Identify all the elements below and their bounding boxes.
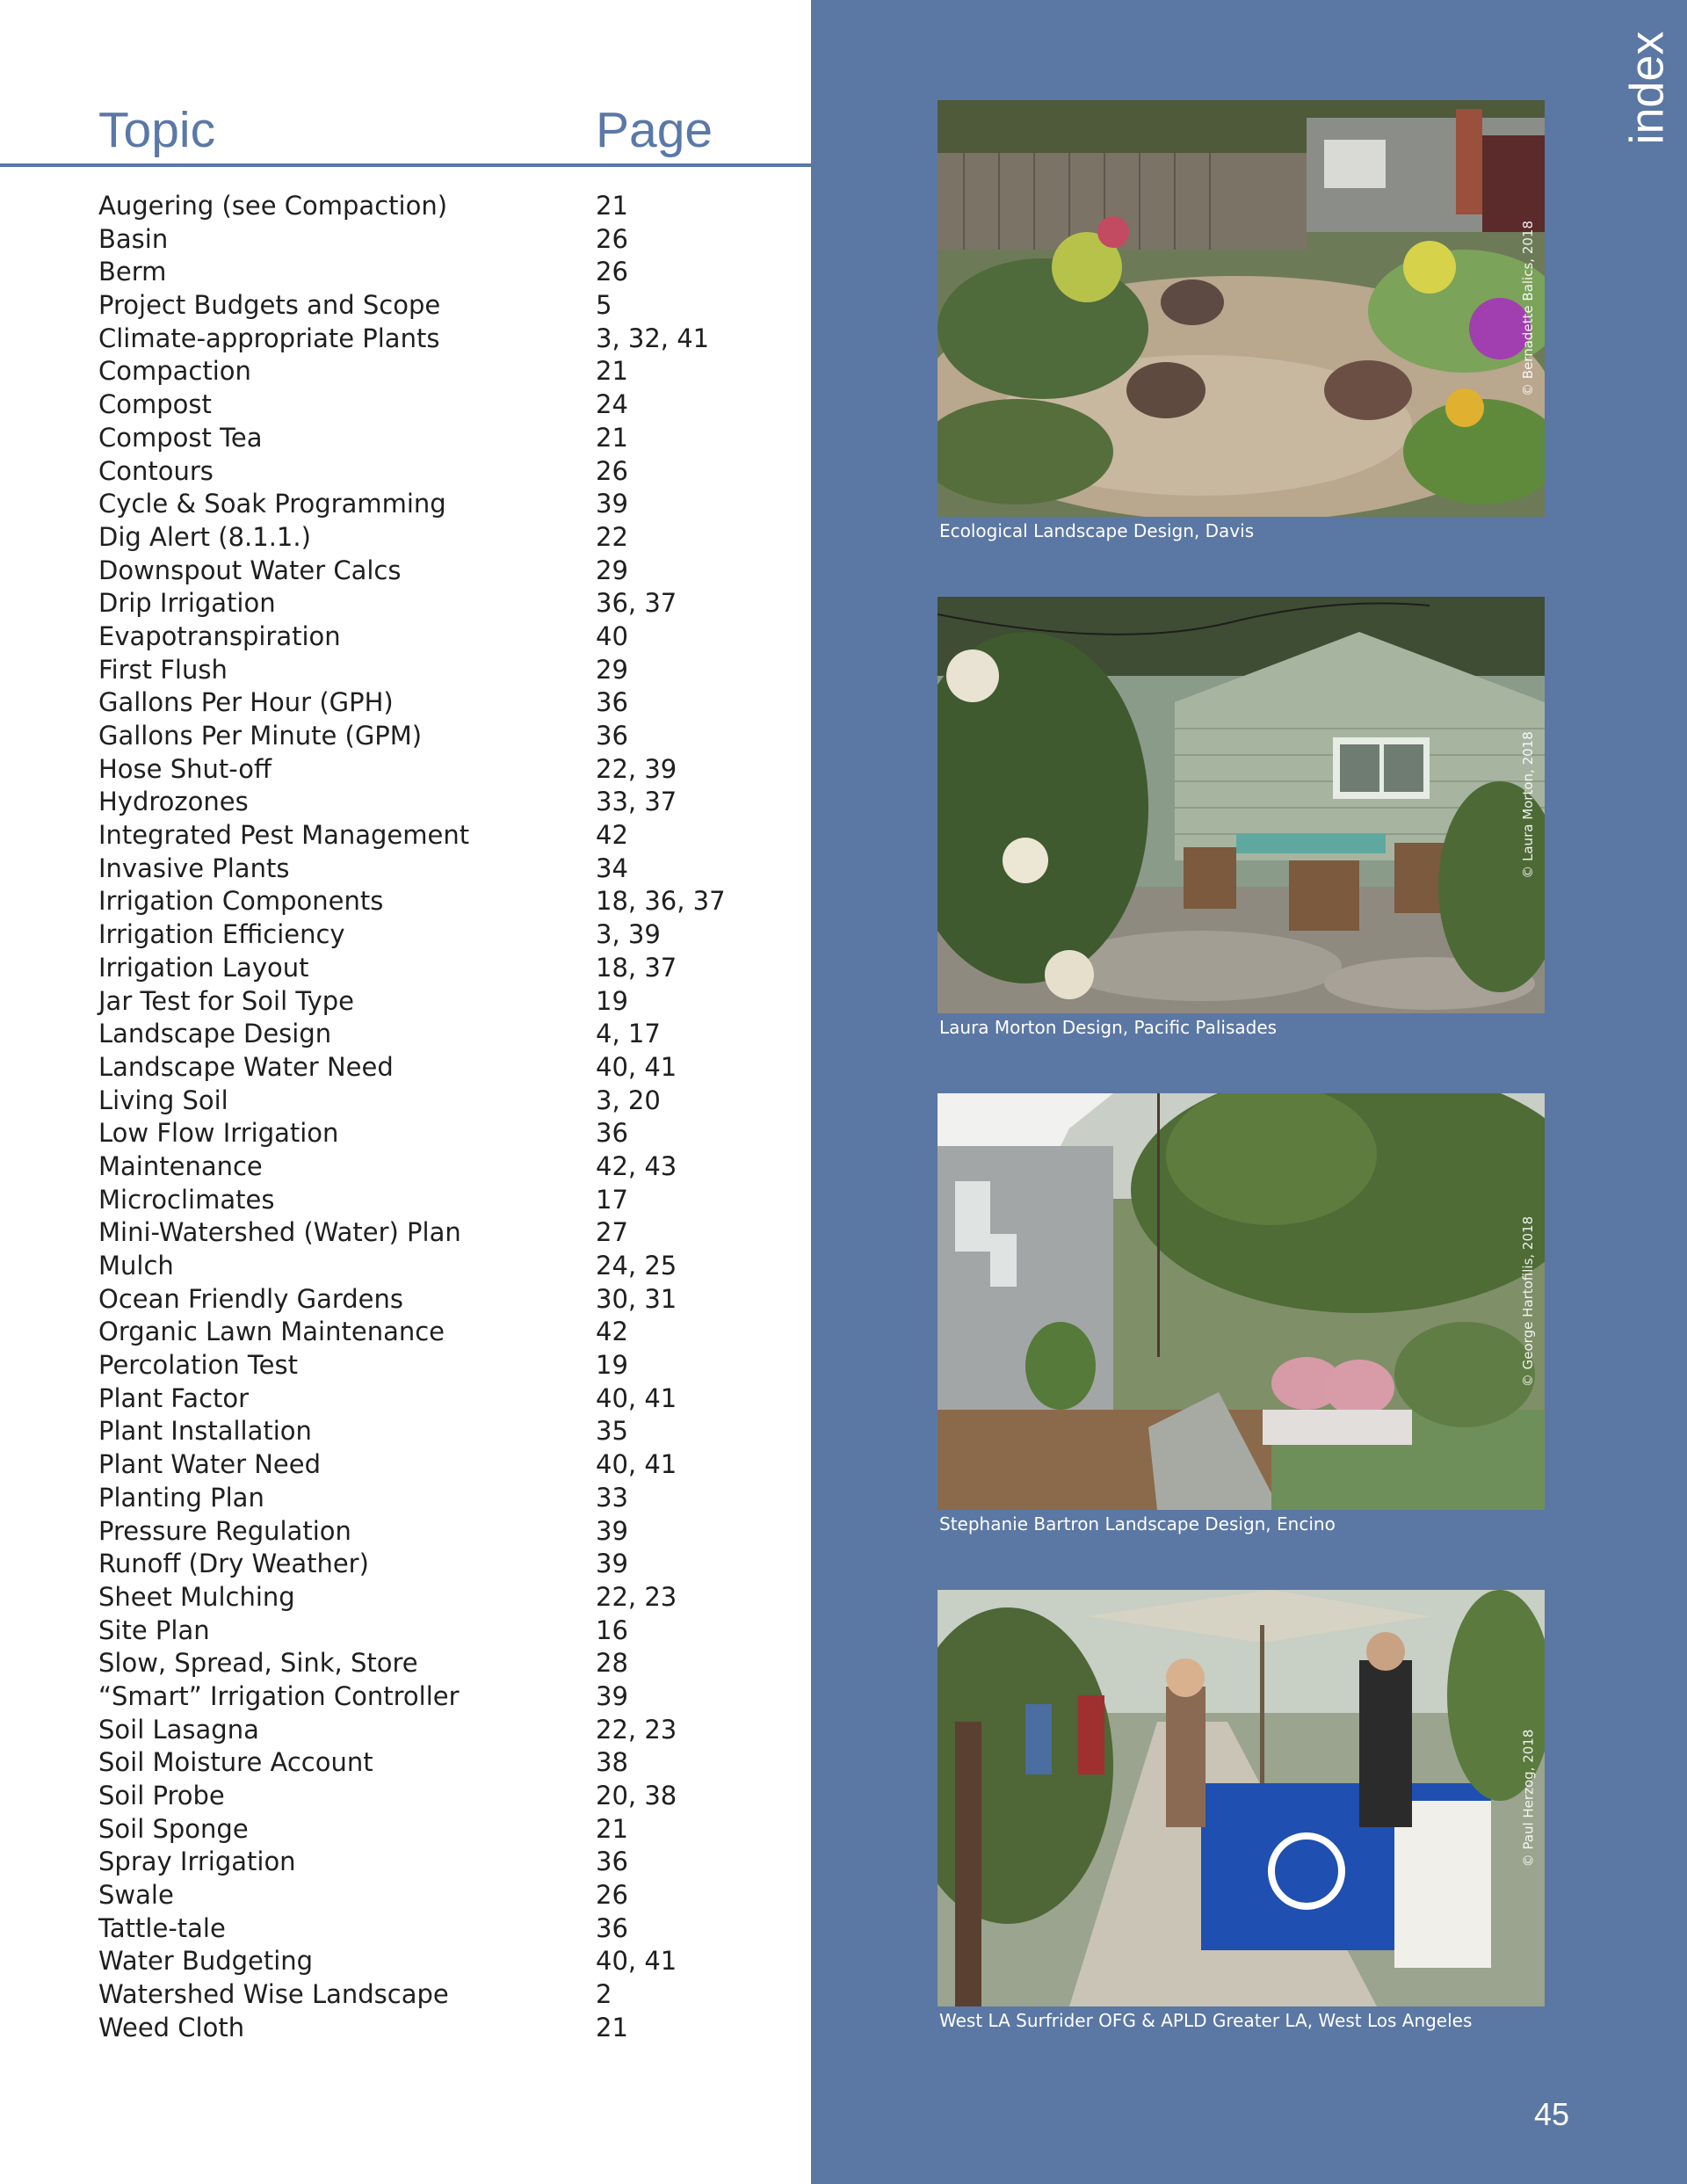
- index-topic: Plant Factor: [98, 1382, 250, 1413]
- index-row: [98, 1515, 801, 1549]
- index-topic: First Flush: [98, 654, 228, 685]
- index-page-ref: 3, 32, 41: [596, 323, 710, 353]
- index-page-ref: 22: [596, 521, 628, 552]
- garden-photo-3: [938, 1093, 1545, 1510]
- photo-caption: Laura Morton Design, Pacific Palisades: [939, 1017, 1278, 1038]
- index-row: [98, 190, 801, 223]
- index-row: [98, 1945, 801, 1978]
- index-page-ref: 36, 37: [596, 588, 677, 619]
- index-page-ref: 16: [596, 1614, 628, 1645]
- index-page-ref: 21: [596, 1813, 628, 1844]
- index-topic: Sheet Mulching: [98, 1581, 295, 1612]
- index-row: [98, 1813, 801, 1847]
- index-page-ref: 5: [596, 290, 612, 321]
- index-page-ref: 39: [596, 489, 628, 519]
- photo-caption: West LA Surfrider OFG & APLD Greater LA, West Los Angeles: [939, 2010, 1473, 2031]
- index-topic: Soil Sponge: [98, 1813, 249, 1844]
- index-topic: Percolation Test: [98, 1350, 298, 1381]
- index-row: [98, 422, 801, 455]
- index-page-ref: 26: [596, 1880, 628, 1911]
- index-topic: Drip Irrigation: [98, 588, 276, 619]
- photo-caption: Stephanie Bartron Landscape Design, Encino: [939, 1513, 1336, 1535]
- garden-photo-4: [938, 1590, 1545, 2006]
- index-row: [98, 1283, 801, 1317]
- index-topic: Ocean Friendly Gardens: [98, 1283, 403, 1314]
- index-page-ref: 36: [596, 1847, 628, 1877]
- index-row: [98, 1614, 801, 1648]
- index-row: [98, 686, 801, 720]
- index-page-ref: 36: [596, 687, 628, 718]
- index-row: [98, 853, 801, 886]
- index-page-ref: 36: [596, 1118, 628, 1149]
- index-topic: Dig Alert (8.1.1.): [98, 521, 311, 552]
- index-topic: Runoff (Dry Weather): [98, 1549, 369, 1579]
- index-topic: Living Soil: [98, 1085, 228, 1115]
- index-row: [98, 1316, 801, 1349]
- index-row: [98, 1548, 801, 1581]
- index-row: [98, 952, 801, 985]
- index-row: [98, 1680, 801, 1714]
- index-topic: Contours: [98, 455, 214, 486]
- index-row: [98, 654, 801, 687]
- photo-outreach-booth: [938, 1590, 1545, 2006]
- index-row: [98, 1647, 801, 1680]
- index-row: [98, 1349, 801, 1382]
- index-topic: Irrigation Layout: [98, 952, 309, 983]
- index-row: [98, 985, 801, 1019]
- index-topic: Project Budgets and Scope: [98, 290, 441, 321]
- index-list: [98, 190, 801, 2045]
- index-topic: Organic Lawn Maintenance: [98, 1317, 445, 1347]
- index-page-ref: 24, 25: [596, 1251, 677, 1281]
- section-tab: [1621, 22, 1674, 154]
- index-page-ref: 34: [596, 853, 628, 883]
- index-row: [98, 388, 801, 422]
- index-page-ref: 21: [596, 356, 628, 387]
- index-topic: Gallons Per Minute (GPM): [98, 721, 423, 751]
- index-row: [98, 521, 801, 555]
- index-page-ref: 38: [596, 1747, 628, 1778]
- index-topic: Low Flow Irrigation: [98, 1118, 339, 1149]
- index-page-ref: 33, 37: [596, 787, 677, 817]
- index-page-ref: 42, 43: [596, 1150, 677, 1181]
- index-topic: Irrigation Efficiency: [98, 919, 345, 950]
- index-page-ref: 22, 23: [596, 1714, 677, 1745]
- index-page-ref: 26: [596, 257, 628, 287]
- photo-sculpture-garden: [938, 1093, 1545, 1510]
- index-row: [98, 1150, 801, 1184]
- index-topic: Mulch: [98, 1251, 174, 1281]
- index-page-ref: 39: [596, 1515, 628, 1546]
- index-topic: Cycle & Soak Programming: [98, 489, 446, 519]
- photo-caption: Ecological Landscape Design, Davis: [939, 520, 1255, 541]
- index-row: [98, 1714, 801, 1747]
- photo-dry-creek-garden: [938, 100, 1545, 517]
- index-page-ref: 24: [596, 389, 628, 420]
- index-topic: Soil Probe: [98, 1781, 225, 1810]
- index-row: [98, 918, 801, 952]
- index-topic: Compost: [98, 389, 212, 420]
- index-row: [98, 1216, 801, 1250]
- index-topic: Berm: [98, 257, 167, 287]
- index-row: [98, 1448, 801, 1482]
- photo-credit: © Bernadette Balics, 2018: [1520, 221, 1536, 396]
- page-column-heading: Page: [596, 102, 713, 158]
- index-page-ref: 28: [596, 1648, 628, 1679]
- garden-photo-2: [938, 597, 1545, 1013]
- index-topic: Microclimates: [98, 1184, 275, 1215]
- index-topic: Hydrozones: [98, 787, 249, 817]
- index-topic: Soil Lasagna: [98, 1714, 259, 1745]
- index-page-ref: 18, 36, 37: [596, 886, 726, 917]
- index-row: [98, 1780, 801, 1813]
- index-topic: Hose Shut-off: [98, 753, 272, 784]
- index-page-ref: 21: [596, 422, 628, 453]
- index-row: [98, 753, 801, 787]
- index-row: [98, 555, 801, 588]
- page-number: 45: [1534, 2096, 1570, 2132]
- index-row: [98, 620, 801, 654]
- index-topic: Mini-Watershed (Water) Plan: [98, 1217, 461, 1248]
- index-row: [98, 786, 801, 819]
- index-page-ref: 42: [596, 820, 628, 851]
- index-row: [98, 355, 801, 388]
- index-row: [98, 1912, 801, 1946]
- index-page-ref: 3, 39: [596, 919, 661, 950]
- index-page-ref: 17: [596, 1184, 628, 1215]
- index-topic: Maintenance: [98, 1150, 263, 1181]
- photo-credit: © Laura Morton, 2018: [1520, 731, 1537, 879]
- index-row: [98, 223, 801, 257]
- index-topic: Compaction: [98, 356, 251, 387]
- index-page-ref: 22, 23: [596, 1581, 677, 1612]
- index-page-ref: 36: [596, 1912, 628, 1943]
- photo-panel: [811, 0, 1687, 2184]
- index-topic: Water Budgeting: [98, 1946, 314, 1977]
- index-page-ref: 40, 41: [596, 1946, 677, 1977]
- index-row: [98, 1482, 801, 1515]
- index-topic: Irrigation Components: [98, 886, 384, 917]
- index-row: [98, 1184, 801, 1217]
- index-panel: [0, 0, 811, 2184]
- index-page-ref: 36: [596, 721, 628, 751]
- index-row: [98, 323, 801, 356]
- index-topic: Landscape Design: [98, 1019, 332, 1049]
- index-page-ref: 40: [596, 620, 628, 651]
- index-page-ref: 42: [596, 1317, 628, 1347]
- index-page-ref: 19: [596, 985, 628, 1016]
- photo-credit: © George Hartofilis, 2018: [1520, 1215, 1537, 1388]
- index-row: [98, 1415, 801, 1448]
- index-page-ref: 22, 39: [596, 753, 677, 784]
- index-page-ref: 29: [596, 654, 628, 685]
- index-page-ref: 33: [596, 1482, 628, 1513]
- index-page-ref: 2: [596, 1979, 612, 2010]
- index-row: [98, 256, 801, 289]
- index-page-ref: 30, 31: [596, 1283, 677, 1314]
- index-topic: Augering (see Compaction): [98, 191, 448, 221]
- index-page-ref: 40, 41: [596, 1382, 677, 1413]
- index-row: [98, 1250, 801, 1283]
- index-topic: “Smart” Irrigation Controller: [98, 1680, 460, 1711]
- index-topic: Site Plan: [98, 1614, 210, 1645]
- index-row: [98, 1085, 801, 1118]
- index-page-ref: 26: [596, 223, 628, 254]
- index-page-ref: 40, 41: [596, 1051, 677, 1082]
- index-page-ref: 4, 17: [596, 1019, 661, 1049]
- garden-photo-1: [938, 100, 1545, 517]
- index-topic: Landscape Water Need: [98, 1051, 394, 1082]
- index-row: [98, 1382, 801, 1416]
- index-row: [98, 885, 801, 918]
- photo-credit: © Paul Herzog, 2018: [1520, 1729, 1537, 1868]
- index-row: [98, 1978, 801, 2012]
- index-row: [98, 1581, 801, 1614]
- index-row: [98, 1018, 801, 1051]
- index-page-ref: 35: [596, 1416, 628, 1447]
- index-header: [98, 95, 811, 165]
- index-topic: Planting Plan: [98, 1482, 264, 1513]
- index-topic: Jar Test for Soil Type: [98, 985, 354, 1016]
- index-topic: Spray Irrigation: [98, 1847, 296, 1877]
- index-row: [98, 488, 801, 521]
- index-topic: Plant Installation: [98, 1416, 312, 1447]
- index-row: [98, 1846, 801, 1879]
- index-topic: Integrated Pest Management: [98, 820, 470, 851]
- index-topic: Plant Water Need: [98, 1449, 322, 1480]
- index-topic: Pressure Regulation: [98, 1515, 351, 1546]
- topic-column-heading: Topic: [98, 102, 216, 158]
- index-row: [98, 720, 801, 753]
- index-topic: Swale: [98, 1880, 174, 1911]
- index-topic: Invasive Plants: [98, 853, 290, 883]
- index-topic: Basin: [98, 223, 169, 254]
- index-topic: Weed Cloth: [98, 2012, 245, 2043]
- index-topic: Downspout Water Calcs: [98, 555, 402, 585]
- index-topic: Slow, Spread, Sink, Store: [98, 1648, 418, 1679]
- index-row: [98, 455, 801, 489]
- index-topic: Gallons Per Hour (GPH): [98, 687, 394, 718]
- index-topic: Watershed Wise Landscape: [98, 1979, 449, 2010]
- index-row: [98, 1879, 801, 1912]
- index-topic: Evapotranspiration: [98, 620, 341, 651]
- index-topic: Soil Moisture Account: [98, 1747, 373, 1778]
- index-topic: Climate-appropriate Plants: [98, 323, 440, 353]
- index-page-ref: 39: [596, 1549, 628, 1579]
- index-page-ref: 21: [596, 2012, 628, 2043]
- index-page-ref: 27: [596, 1217, 628, 1248]
- index-row: [98, 1746, 801, 1780]
- photo-patio-garden: [938, 597, 1545, 1013]
- section-tab-label: index: [1621, 31, 1674, 145]
- index-page-ref: 39: [596, 1680, 628, 1711]
- index-row: [98, 1117, 801, 1150]
- index-page-ref: 20, 38: [596, 1781, 677, 1810]
- index-topic: Compost Tea: [98, 422, 263, 453]
- index-row: [98, 2012, 801, 2045]
- index-page-ref: 26: [596, 455, 628, 486]
- index-page-ref: 40, 41: [596, 1449, 677, 1480]
- header-divider: [0, 163, 811, 167]
- index-page-ref: 3, 20: [596, 1085, 661, 1115]
- index-page-ref: 29: [596, 555, 628, 585]
- index-page-ref: 19: [596, 1350, 628, 1381]
- index-topic: Tattle-tale: [98, 1912, 226, 1943]
- index-row: [98, 587, 801, 620]
- index-page-ref: 18, 37: [596, 952, 677, 983]
- index-page-ref: 21: [596, 191, 628, 221]
- index-row: [98, 1051, 801, 1085]
- index-row: [98, 819, 801, 853]
- index-row: [98, 289, 801, 323]
